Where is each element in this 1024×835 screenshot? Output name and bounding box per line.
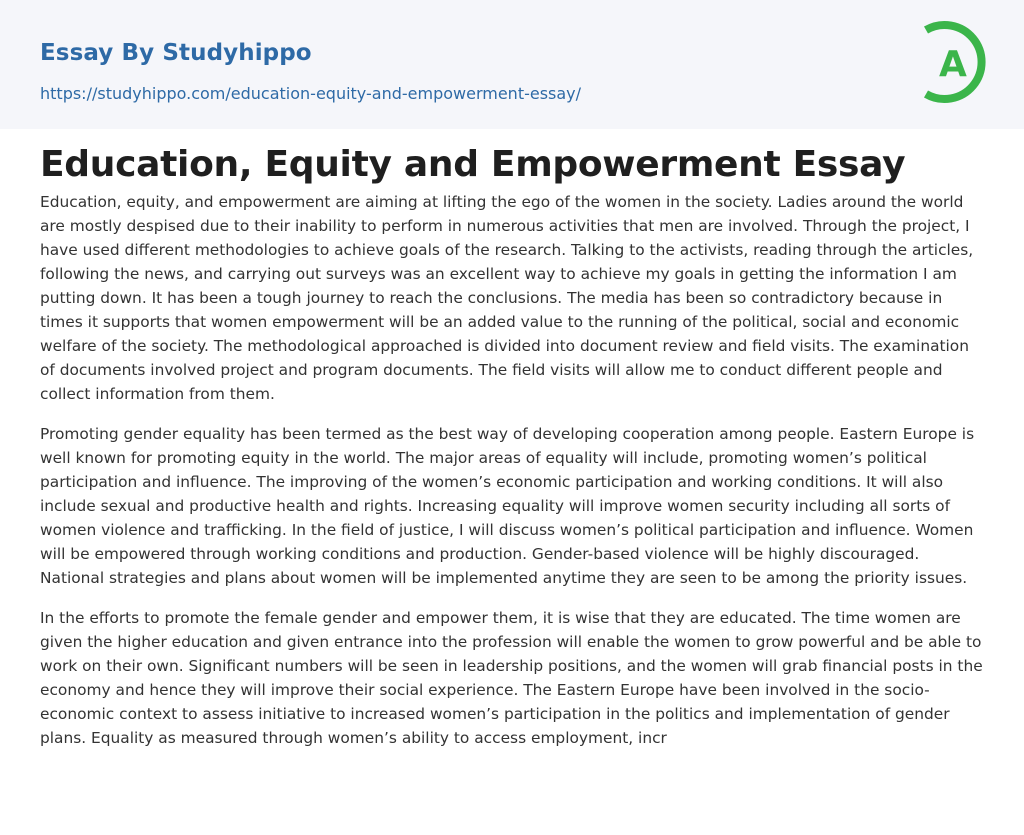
site-brand[interactable]: Essay By Studyhippo bbox=[40, 40, 312, 66]
logo-letter: A bbox=[939, 44, 967, 85]
page-title: Education, Equity and Empowerment Essay bbox=[40, 144, 906, 185]
essay-url-link[interactable]: https://studyhippo.com/education-equity-and-empowerment-essay/ bbox=[40, 84, 582, 103]
article-paragraph: Education, equity, and empowerment are aiming at lifting the ego of the women in the society. Ladies around the world are mostly despised due to their inability to perform in numerous activities that men are involved. Through the project, I have used different methodologies to achieve goals of the research. Talking to the activists, reading through the articles, following the news, and carrying out surveys was an excellent way to achieve my goals in getting the information I am putting down. It has been a tough journey to reach the conclusions. The media has been so contradictory because in times it supports that women empowerment will be an added value to the running of the political, social and economic welfare of the society. The methodological approached is divided into document review and field visits. The examination of documents involved project and program documents. The field visits will allow me to conduct different people and collect information from them. bbox=[40, 193, 974, 404]
article-paragraph: In the efforts to promote the female gender and empower them, it is wise that they are educated. The time women are given the higher education and given entrance into the profession will enable the women to grow powerful and be able to work on their own. Significant numbers will be seen in leadership positions, and the women will grab financial posts in the economy and hence they will improve their social experience. The Eastern Europe have been involved in the socio-economic context to assess initiative to increased women’s participation in the politics and implementation of gender plans. Equality as measured through women’s ability to access employment, incr bbox=[40, 609, 983, 748]
article-paragraph: Promoting gender equality has been termed as the best way of developing cooperation among people. Eastern Europe is well known for promoting equity in the world. The major areas of equality will include, promoting women’s political participation and influence. The improving of the women’s economic participation and working conditions. It will also include sexual and productive health and rights. Increasing equality will improve women security including all sorts of women violence and trafficking. In the field of justice, I will discuss women’s political participation and influence. Women will be empowered through working conditions and production. Gender-based violence will be highly discouraged. National strategies and plans about women will be implemented anytime they are seen to be among the priority issues. bbox=[40, 425, 975, 588]
article-body bbox=[40, 190, 984, 750]
